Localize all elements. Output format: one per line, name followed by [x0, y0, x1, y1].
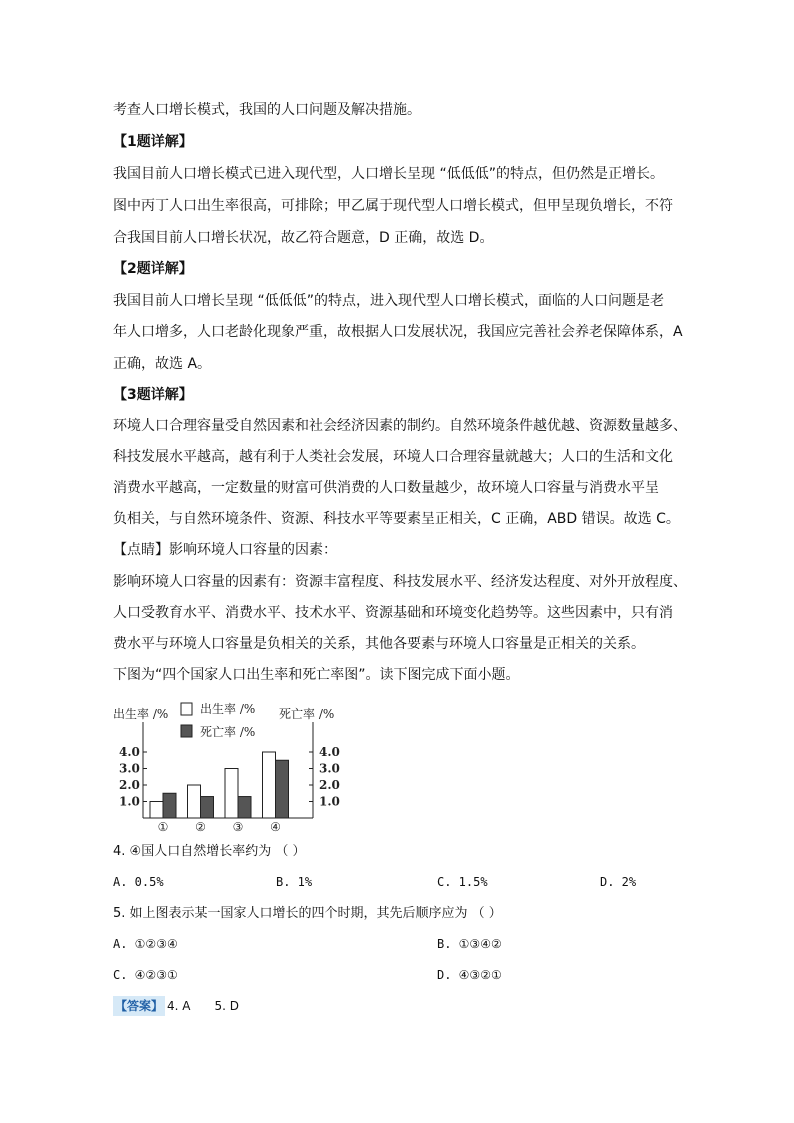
answer-4: 4. A [167, 999, 191, 1013]
bar-death-rate [276, 760, 289, 818]
section-heading-2: 【2题详解】 [113, 261, 193, 277]
q5-option-d: D. ④③②① [437, 968, 502, 982]
bar-birth-rate [150, 802, 163, 819]
paragraph-line: 科技发展水平越高，越有利于人类社会发展，环境人口合理容量就越大；人口的生活和文化 [113, 449, 673, 465]
q4-option-b: B. 1% [276, 875, 313, 889]
q5-option-b: B. ①③④② [437, 937, 502, 951]
paragraph-line: 我国目前人口增长呈现 “低低低”的特点，进入现代型人口增长模式，面临的人口问题是老 [113, 293, 664, 309]
paragraph-line: 我国目前人口增长模式已进入现代型，人口增长呈现 “低低低”的特点，但仍然是正增长。 [113, 166, 664, 182]
bar-birth-rate [188, 785, 201, 818]
q5-option-a: A. ①②③④ [113, 937, 178, 951]
answer-5: 5. D [214, 999, 240, 1013]
birth-death-rate-chart [113, 700, 353, 832]
y-tick-label-left: 3.0 [119, 761, 140, 776]
x-tick-label: ② [195, 820, 206, 832]
section-heading-3: 【3题详解】 [113, 387, 193, 403]
paragraph-line: 消费水平越高，一定数量的财富可供消费的人口数量越少，故环境人口容量与消费水平呈 [113, 480, 659, 496]
legend-swatch-death [181, 725, 192, 737]
question-4-stem: 4. ④国人口自然增长率约为 （ ） [113, 844, 306, 859]
y-tick-label-left: 1.0 [119, 794, 140, 809]
answer-tag: 【答案】 [113, 996, 165, 1016]
bar-death-rate [163, 793, 176, 818]
y-tick-label-left: 4.0 [119, 745, 140, 759]
paragraph-line: 环境人口合理容量受自然因素和社会经济因素的制约。自然环境条件越优越、资源数量越多、 [113, 418, 687, 434]
paragraph-line: 费水平与环境人口容量是负相关的关系，其他各要素与环境人口容量是正相关的关系。 [113, 636, 645, 652]
section-heading-1: 【1题详解】 [113, 134, 193, 150]
y-axis-label-left: 出生率 /% [113, 707, 169, 721]
bar-death-rate [238, 797, 251, 818]
bar-birth-rate [225, 769, 238, 819]
y-tick-label-right: 3.0 [319, 761, 340, 776]
x-tick-label: ③ [232, 820, 244, 832]
y-axis-label-right: 死亡率 /% [279, 707, 335, 721]
y-tick-label-right: 2.0 [319, 778, 340, 792]
legend-swatch-birth [181, 703, 192, 715]
y-tick-label-left: 2.0 [119, 778, 140, 792]
paragraph-line: 图中丙丁人口出生率很高，可排除；甲乙属于现代型人口增长模式，但甲呈现负增长，不符 [113, 198, 673, 214]
y-tick-label-right: 4.0 [319, 745, 340, 759]
paragraph-line: 正确，故选 A。 [113, 356, 212, 372]
bar-birth-rate [263, 752, 276, 818]
y-tick-label-right: 1.0 [319, 794, 340, 809]
x-tick-label: ① [157, 820, 169, 832]
chart-marks [119, 745, 340, 832]
bar-death-rate [201, 797, 214, 818]
figure-caption: 下图为“四个国家人口出生率和死亡率图”。读下图完成下面小题。 [113, 667, 520, 683]
x-tick-label: ④ [270, 820, 281, 832]
question-5-stem: 5. 如上图表示某一国家人口增长的四个时期，其先后顺序应为 （ ） [113, 906, 502, 921]
legend-label-birth: 出生率 /% [200, 702, 256, 716]
q4-option-d: D. 2% [600, 875, 637, 889]
q4-option-a: A. 0.5% [113, 875, 164, 889]
paragraph-line: 年人口增多，人口老龄化现象严重，故根据人口发展状况，我国应完善社会养老保障体系，A [113, 324, 683, 340]
paragraph-line: 影响环境人口容量的因素有：资源丰富程度、科技发展水平、经济发达程度、对外开放程度、 [113, 574, 687, 590]
q5-option-c: C. ④②③① [113, 968, 178, 982]
legend-label-death: 死亡率 /% [200, 725, 256, 739]
answer-line [113, 996, 239, 1016]
paragraph-line: 合我国目前人口增长状况，故乙符合题意，D 正确，故选 D。 [113, 230, 494, 246]
intro-line: 考查人口增长模式，我国的人口问题及解决措施。 [113, 102, 421, 118]
paragraph-line: 负相关，与自然环境条件、资源、科技水平等要素呈正相关，C 正确，ABD 错误。故选 C。 [113, 511, 680, 527]
tip-heading: 【点睛】影响环境人口容量的因素： [113, 542, 337, 558]
q4-option-c: C. 1.5% [437, 875, 488, 889]
paragraph-line: 人口受教育水平、消费水平、技术水平、资源基础和环境变化趋势等。这些因素中，只有消 [113, 605, 673, 621]
